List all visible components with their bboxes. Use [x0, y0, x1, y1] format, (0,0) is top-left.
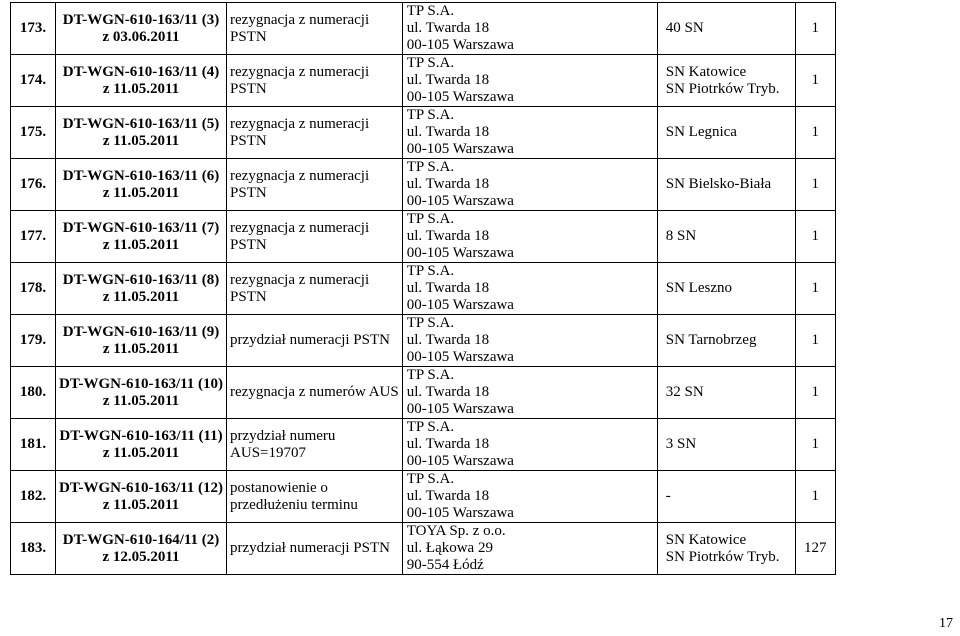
- row-number-text: 179.: [19, 332, 47, 348]
- address-line: TP S.A.: [406, 159, 455, 175]
- description-line: PSTN: [230, 28, 267, 45]
- count: [795, 471, 835, 523]
- count: [795, 315, 835, 367]
- operator-address: [402, 159, 657, 211]
- count-value: 1: [811, 72, 819, 88]
- operator-address: [402, 315, 657, 367]
- decision-signature: DT-WGN-610-164/11 (2): [62, 531, 220, 548]
- table-row: [11, 107, 836, 159]
- operator-address: [402, 471, 657, 523]
- decision-description: [227, 315, 403, 367]
- address-line: ul. Twarda 18: [406, 332, 490, 348]
- decision-reference: [56, 315, 227, 367]
- description-line: rezygnacja z numerów AUS: [230, 384, 399, 400]
- decision-signature: DT-WGN-610-163/11 (3): [62, 11, 220, 28]
- decision-description: [227, 419, 403, 471]
- numbering-area: [657, 471, 795, 523]
- row-number: [11, 55, 56, 107]
- table-row: [11, 367, 836, 419]
- address-line: ul. Twarda 18: [406, 176, 490, 192]
- operator-address: [402, 523, 657, 575]
- decision-reference: [56, 159, 227, 211]
- decision-reference: [56, 107, 227, 159]
- count: [795, 55, 835, 107]
- description-line: rezygnacja z numeracji: [230, 11, 370, 28]
- operator-address: [402, 3, 657, 55]
- page-number: 17: [939, 616, 953, 631]
- decision-description: [227, 523, 403, 575]
- register-table: [10, 2, 836, 575]
- area-line: 32 SN: [665, 384, 704, 400]
- decision-reference: [56, 3, 227, 55]
- decision-date: z 11.05.2011: [102, 288, 180, 305]
- address-line: ul. Twarda 18: [406, 124, 490, 140]
- row-number: [11, 471, 56, 523]
- address-line: 00-105 Warszawa: [406, 349, 514, 365]
- address-line: ul. Twarda 18: [406, 228, 490, 244]
- description-line: AUS=19707: [230, 444, 306, 461]
- decision-description: [227, 263, 403, 315]
- decision-signature: DT-WGN-610-163/11 (4): [62, 63, 220, 80]
- description-line: PSTN: [230, 184, 267, 201]
- numbering-area: [657, 419, 795, 471]
- row-number: [11, 107, 56, 159]
- count-value: 127: [803, 540, 827, 556]
- decision-date: z 03.06.2011: [102, 28, 180, 45]
- decision-description: [227, 3, 403, 55]
- decision-date: z 11.05.2011: [102, 340, 180, 357]
- decision-description: [227, 211, 403, 263]
- count: [795, 3, 835, 55]
- address-line: 00-105 Warszawa: [406, 37, 514, 53]
- description-line: rezygnacja z numeracji: [230, 271, 370, 288]
- count: [795, 523, 835, 575]
- decision-signature: DT-WGN-610-163/11 (9): [62, 323, 220, 340]
- description-line: rezygnacja z numeracji: [230, 167, 370, 184]
- address-line: 00-105 Warszawa: [406, 141, 514, 157]
- address-line: TP S.A.: [406, 107, 455, 123]
- decision-signature: DT-WGN-610-163/11 (12): [59, 479, 224, 496]
- table-row: [11, 263, 836, 315]
- row-number-text: 181.: [19, 436, 47, 452]
- area-line: 8 SN: [665, 228, 697, 244]
- decision-reference: [56, 471, 227, 523]
- decision-signature: DT-WGN-610-163/11 (5): [62, 115, 220, 132]
- area-line: SN Tarnobrzeg: [665, 332, 757, 348]
- description-line: przydział numeracji PSTN: [230, 540, 390, 556]
- address-line: ul. Twarda 18: [406, 280, 490, 296]
- address-line: TP S.A.: [406, 367, 455, 383]
- description-line: przedłużeniu terminu: [230, 496, 358, 513]
- numbering-area: [657, 263, 795, 315]
- row-number-text: 177.: [19, 228, 47, 244]
- table-row: [11, 471, 836, 523]
- address-line: ul. Twarda 18: [406, 20, 490, 36]
- description-line: PSTN: [230, 236, 267, 253]
- address-line: 00-105 Warszawa: [406, 401, 514, 417]
- numbering-area: [657, 107, 795, 159]
- numbering-area: [657, 315, 795, 367]
- decision-signature: DT-WGN-610-163/11 (10): [59, 375, 224, 392]
- decision-description: [227, 159, 403, 211]
- decision-description: [227, 55, 403, 107]
- address-line: TP S.A.: [406, 211, 455, 227]
- decision-date: z 11.05.2011: [102, 132, 180, 149]
- count-value: 1: [811, 488, 819, 504]
- count-value: 1: [811, 436, 819, 452]
- decision-reference: [56, 211, 227, 263]
- address-line: 00-105 Warszawa: [406, 89, 514, 105]
- numbering-area: [657, 367, 795, 419]
- address-line: ul. Łąkowa 29: [406, 540, 493, 556]
- count-value: 1: [811, 384, 819, 400]
- row-number-text: 175.: [19, 124, 47, 140]
- count: [795, 419, 835, 471]
- description-line: PSTN: [230, 80, 267, 97]
- description-line: PSTN: [230, 132, 267, 149]
- address-line: TP S.A.: [406, 263, 455, 279]
- count: [795, 107, 835, 159]
- row-number-text: 183.: [19, 540, 47, 556]
- table-row: [11, 159, 836, 211]
- count-value: 1: [811, 332, 819, 348]
- decision-date: z 11.05.2011: [102, 80, 180, 97]
- count-value: 1: [811, 176, 819, 192]
- area-line: 40 SN: [665, 20, 704, 36]
- address-line: TP S.A.: [406, 419, 455, 435]
- address-line: 00-105 Warszawa: [406, 453, 514, 469]
- area-line: SN Bielsko-Biała: [665, 176, 772, 192]
- table-row: [11, 419, 836, 471]
- area-line: SN Piotrków Tryb.: [665, 548, 780, 565]
- decision-date: z 11.05.2011: [102, 444, 180, 461]
- operator-address: [402, 263, 657, 315]
- decision-date: z 11.05.2011: [102, 184, 180, 201]
- row-number-text: 182.: [19, 488, 47, 504]
- row-number: [11, 523, 56, 575]
- address-line: ul. Twarda 18: [406, 72, 490, 88]
- row-number: [11, 211, 56, 263]
- address-line: TP S.A.: [406, 55, 455, 71]
- count: [795, 263, 835, 315]
- description-line: rezygnacja z numeracji: [230, 115, 370, 132]
- area-line: SN Legnica: [665, 124, 737, 140]
- description-line: PSTN: [230, 288, 267, 305]
- address-line: 00-105 Warszawa: [406, 505, 514, 521]
- address-line: 90-554 Łódź: [406, 557, 484, 573]
- area-line: SN Piotrków Tryb.: [665, 80, 780, 97]
- numbering-area: [657, 211, 795, 263]
- decision-reference: [56, 55, 227, 107]
- description-line: przydział numeru: [230, 427, 336, 444]
- address-line: TOYA Sp. z o.o.: [406, 523, 506, 539]
- count: [795, 159, 835, 211]
- register-table-body: [11, 3, 836, 575]
- address-line: ul. Twarda 18: [406, 384, 490, 400]
- count-value: 1: [811, 20, 819, 36]
- numbering-area: [657, 523, 795, 575]
- count-value: 1: [811, 280, 819, 296]
- area-line: SN Katowice: [665, 531, 747, 548]
- address-line: TP S.A.: [406, 471, 455, 487]
- decision-description: [227, 367, 403, 419]
- decision-reference: [56, 523, 227, 575]
- decision-date: z 11.05.2011: [102, 496, 180, 513]
- operator-address: [402, 55, 657, 107]
- table-row: [11, 315, 836, 367]
- area-line: 3 SN: [665, 436, 697, 452]
- decision-description: [227, 471, 403, 523]
- operator-address: [402, 367, 657, 419]
- operator-address: [402, 107, 657, 159]
- decision-date: z 11.05.2011: [102, 236, 180, 253]
- row-number: [11, 3, 56, 55]
- decision-reference: [56, 367, 227, 419]
- count: [795, 211, 835, 263]
- row-number-text: 176.: [19, 176, 47, 192]
- row-number: [11, 315, 56, 367]
- count-value: 1: [811, 124, 819, 140]
- row-number: [11, 367, 56, 419]
- decision-signature: DT-WGN-610-163/11 (11): [59, 427, 223, 444]
- area-line: -: [665, 488, 671, 504]
- description-line: przydział numeracji PSTN: [230, 332, 390, 348]
- address-line: ul. Twarda 18: [406, 488, 490, 504]
- operator-address: [402, 211, 657, 263]
- count: [795, 367, 835, 419]
- row-number-text: 174.: [19, 72, 47, 88]
- numbering-area: [657, 3, 795, 55]
- address-line: 00-105 Warszawa: [406, 297, 514, 313]
- description-line: rezygnacja z numeracji: [230, 219, 370, 236]
- operator-address: [402, 419, 657, 471]
- description-line: rezygnacja z numeracji: [230, 63, 370, 80]
- row-number: [11, 263, 56, 315]
- area-line: SN Katowice: [665, 63, 747, 80]
- description-line: postanowienie o: [230, 479, 328, 496]
- numbering-area: [657, 55, 795, 107]
- row-number: [11, 159, 56, 211]
- address-line: TP S.A.: [406, 315, 455, 331]
- decision-description: [227, 107, 403, 159]
- address-line: TP S.A.: [406, 3, 455, 19]
- row-number-text: 180.: [19, 384, 47, 400]
- row-number: [11, 419, 56, 471]
- decision-date: z 12.05.2011: [102, 548, 180, 565]
- table-row: [11, 211, 836, 263]
- address-line: 00-105 Warszawa: [406, 245, 514, 261]
- decision-signature: DT-WGN-610-163/11 (7): [62, 219, 220, 236]
- count-value: 1: [811, 228, 819, 244]
- address-line: ul. Twarda 18: [406, 436, 490, 452]
- decision-reference: [56, 419, 227, 471]
- decision-signature: DT-WGN-610-163/11 (8): [62, 271, 220, 288]
- area-line: SN Leszno: [665, 280, 732, 296]
- row-number-text: 178.: [19, 280, 47, 296]
- row-number-text: 173.: [19, 20, 47, 36]
- numbering-area: [657, 159, 795, 211]
- decision-signature: DT-WGN-610-163/11 (6): [62, 167, 220, 184]
- address-line: 00-105 Warszawa: [406, 193, 514, 209]
- table-row: [11, 523, 836, 575]
- decision-date: z 11.05.2011: [102, 392, 180, 409]
- table-row: [11, 3, 836, 55]
- table-row: [11, 55, 836, 107]
- decision-reference: [56, 263, 227, 315]
